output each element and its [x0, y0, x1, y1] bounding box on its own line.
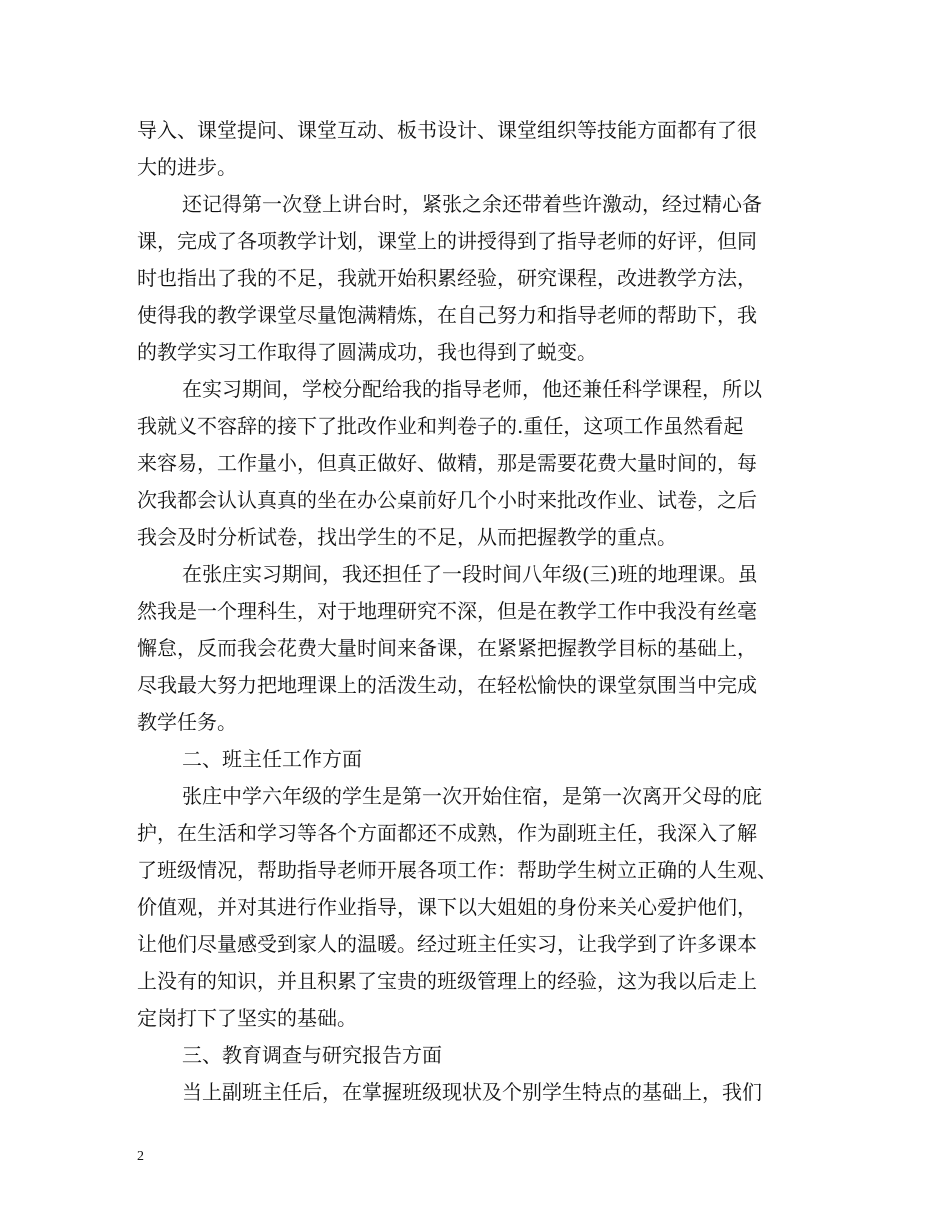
- body-text-line: 上没有的知识，并且积累了宝贵的班级管理上的经验，这为我以后走上: [137, 969, 757, 993]
- body-text-line: 来容易，工作量小，但真正做好、做精，那是需要花费大量时间的，每: [137, 451, 757, 475]
- body-text-line: 了班级情况，帮助指导老师开展各项工作：帮助学生树立正确的人生观、: [137, 858, 777, 882]
- body-text-line: 护，在生活和学习等各个方面都还不成熟，作为副班主任，我深入了解: [137, 821, 757, 845]
- paragraph-first-line: 在实习期间，学校分配给我的指导老师，他还兼任科学课程，所以: [182, 377, 762, 401]
- body-text-line: 大的进步。: [137, 155, 237, 179]
- body-text-line: 懈怠，反而我会花费大量时间来备课，在紧紧把握教学目标的基础上，: [137, 636, 757, 660]
- body-text-line: 导入、课堂提问、课堂互动、板书设计、课堂组织等技能方面都有了很: [137, 118, 757, 142]
- paragraph-first-line: 张庄中学六年级的学生是第一次开始住宿，是第一次离开父母的庇: [182, 784, 762, 808]
- body-text-line: 教学任务。: [137, 710, 237, 734]
- body-text-line: 我就义不容辞的接下了批改作业和判卷子的.重任，这项工作虽然看起: [137, 414, 744, 438]
- body-text-line: 我会及时分析试卷，找出学生的不足，从而把握教学的重点。: [137, 525, 677, 549]
- section-heading: 二、班主任工作方面: [182, 747, 362, 771]
- body-text-line: 定岗打下了坚实的基础。: [137, 1006, 357, 1030]
- body-text-line: 的教学实习工作取得了圆满成功，我也得到了蜕变。: [137, 340, 597, 364]
- page-number: 2: [137, 1149, 144, 1164]
- paragraph-first-line: 在张庄实习期间，我还担任了一段时间八年级(三)班的地理课。虽: [182, 562, 758, 586]
- body-text-line: 价值观，并对其进行作业指导，课下以大姐姐的身份来关心爱护他们，: [137, 895, 757, 919]
- paragraph-first-line: 当上副班主任后，在掌握班级现状及个别学生特点的基础上，我们: [182, 1080, 762, 1104]
- body-text-line: 然我是一个理科生，对于地理研究不深，但是在教学工作中我没有丝毫: [137, 599, 757, 623]
- body-text-line: 课，完成了各项教学计划，课堂上的讲授得到了指导老师的好评，但同: [137, 229, 757, 253]
- body-text-line: 时也指出了我的不足，我就开始积累经验，研究课程，改进教学方法，: [137, 266, 757, 290]
- section-heading: 三、教育调查与研究报告方面: [182, 1043, 442, 1067]
- body-text-line: 让他们尽量感受到家人的温暖。经过班主任实习，让我学到了许多课本: [137, 932, 757, 956]
- body-text-line: 使得我的教学课堂尽量饱满精炼，在自己努力和指导老师的帮助下，我: [137, 303, 757, 327]
- body-text-line: 尽我最大努力把地理课上的活泼生动，在轻松愉快的课堂氛围当中完成: [137, 673, 757, 697]
- body-text-line: 次我都会认认真真的坐在办公桌前好几个小时来批改作业、试卷，之后: [137, 488, 757, 512]
- paragraph-first-line: 还记得第一次登上讲台时，紧张之余还带着些许激动，经过精心备: [182, 192, 762, 216]
